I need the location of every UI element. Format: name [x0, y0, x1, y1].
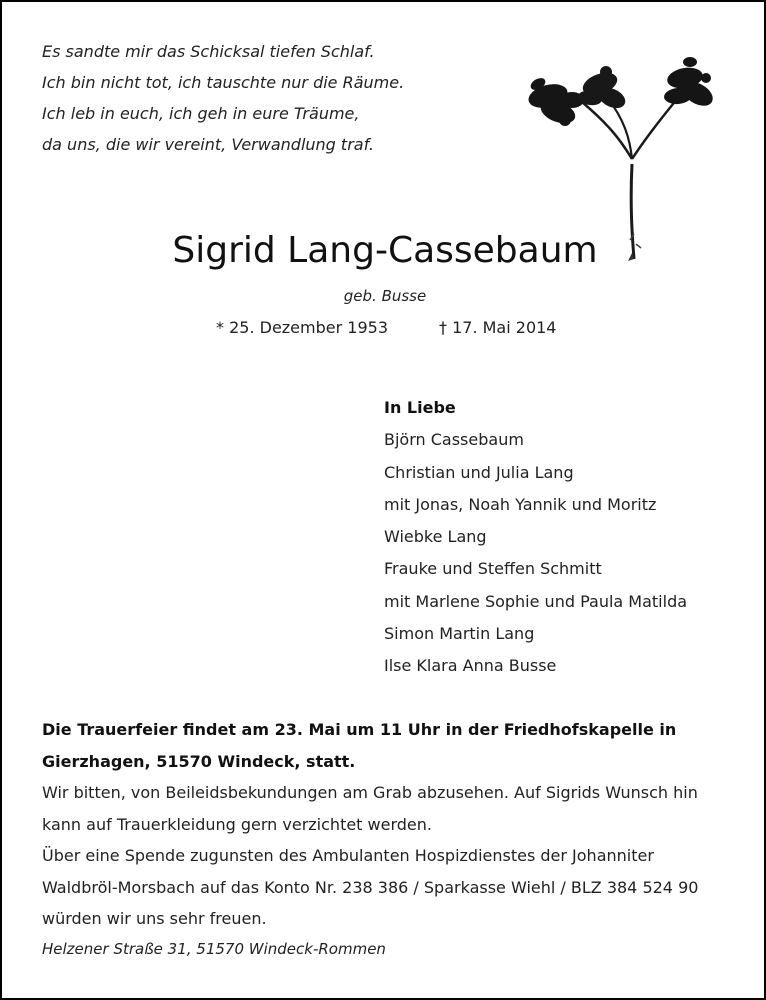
poem-line: Ich leb in euch, ich geh in eure Träume,	[42, 104, 360, 123]
family-member: Simon Martin Lang	[384, 624, 535, 644]
poem-line: Es sandte mir das Schicksal tiefen Schlaf.	[42, 42, 375, 61]
poem-line: da uns, die wir vereint, Verwandlung traf.	[42, 135, 375, 154]
family-member: Wiebke Lang	[384, 527, 487, 547]
service-line-bold: Die Trauerfeier findet am 23. Mai um 11 Uhr in der Friedhofskapelle in	[42, 720, 677, 739]
poem-line: Ich bin nicht tot, ich tauschte nur die Räume.	[42, 73, 405, 92]
poem	[42, 36, 404, 160]
family-heading: In Liebe	[384, 398, 456, 417]
deceased-name: Sigrid Lang-Cassebaum	[172, 230, 598, 271]
family-member: Ilse Klara Anna Busse	[384, 656, 557, 676]
service-line: kann auf Trauerkleidung gern verzichtet werden.	[42, 814, 432, 834]
service-line: Wir bitten, von Beileidsbekundungen am Grab abzusehen. Auf Sigrids Wunsch hin	[42, 783, 698, 802]
family-member: Björn Cassebaum	[384, 430, 524, 450]
family-list	[384, 392, 687, 683]
service-line: würden wir uns sehr freuen.	[42, 909, 267, 928]
family-member: Christian und Julia Lang	[384, 462, 574, 482]
maiden-name: geb. Busse	[343, 287, 427, 305]
service-line: Waldbröl-Morsbach auf das Konto Nr. 238 386 / Sparkasse Wiehl / BLZ 384 524 90	[42, 877, 699, 897]
service-line: Über eine Spende zugunsten des Ambulanten Hospizdienstes der Johanniter	[42, 846, 654, 865]
family-member: Frauke und Steffen Schmitt	[384, 559, 602, 579]
service-info	[42, 714, 742, 935]
birth-date: * 25. Dezember 1953	[216, 318, 388, 337]
family-member: mit Marlene Sophie und Paula Matilda	[384, 591, 688, 611]
service-line-bold: Gierzhagen, 51570 Windeck, statt.	[42, 751, 356, 771]
family-member: mit Jonas, Noah Yannik und Moritz	[384, 494, 657, 514]
family-address: Helzener Straße 31, 51570 Windeck-Rommen	[42, 940, 386, 958]
death-date: † 17. Mai 2014	[439, 318, 557, 337]
